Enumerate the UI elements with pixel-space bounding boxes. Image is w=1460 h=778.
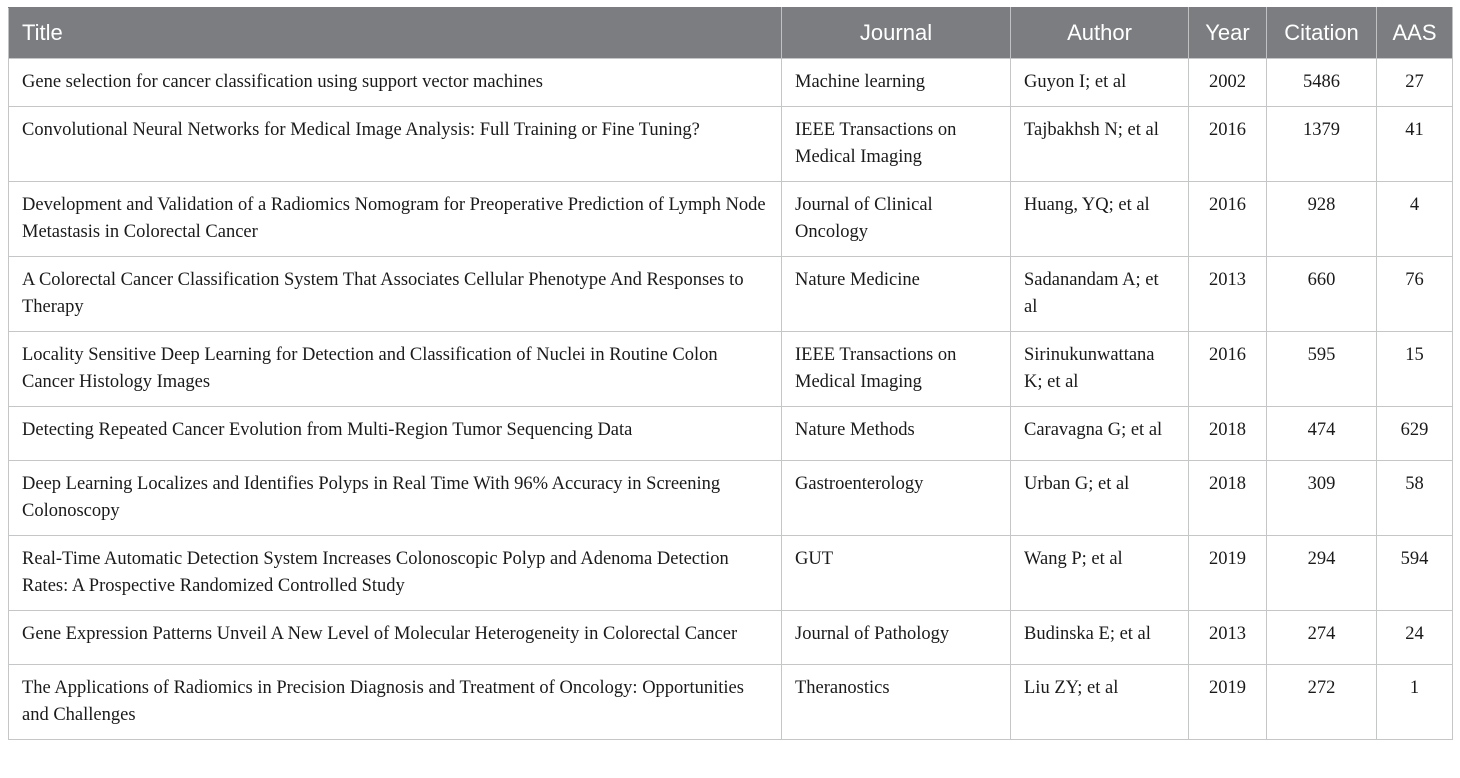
cell-citation: 309 (1267, 461, 1377, 536)
cell-aas: 594 (1377, 536, 1453, 611)
cell-title: Detecting Repeated Cancer Evolution from Multi-Region Tumor Sequencing Data (9, 407, 782, 461)
cell-author: Liu ZY; et al (1011, 665, 1189, 740)
table-row (9, 182, 1453, 257)
cell-title: The Applications of Radiomics in Precision Diagnosis and Treatment of Oncology: Opportunities and Challenges (9, 665, 782, 740)
header-aas: AAS (1377, 8, 1453, 59)
cell-journal: Journal of Pathology (782, 611, 1011, 665)
cell-title: Development and Validation of a Radiomics Nomogram for Preoperative Prediction of Lymph Node Metastasis in Colorectal Cancer (9, 182, 782, 257)
cell-journal: GUT (782, 536, 1011, 611)
table-row (9, 536, 1453, 611)
table-row (9, 461, 1453, 536)
cell-title: A Colorectal Cancer Classification System That Associates Cellular Phenotype And Responses to Therapy (9, 257, 782, 332)
table-row (9, 665, 1453, 740)
table-row (9, 332, 1453, 407)
cell-author: Caravagna G; et al (1011, 407, 1189, 461)
cell-title: Deep Learning Localizes and Identifies Polyps in Real Time With 96% Accuracy in Screening Colonoscopy (9, 461, 782, 536)
table-row (9, 107, 1453, 182)
header-author: Author (1011, 8, 1189, 59)
cell-journal: IEEE Transactions on Medical Imaging (782, 332, 1011, 407)
header-year: Year (1189, 8, 1267, 59)
cell-title: Gene selection for cancer classification using support vector machines (9, 59, 782, 107)
cell-aas: 58 (1377, 461, 1453, 536)
cell-citation: 274 (1267, 611, 1377, 665)
cell-year: 2018 (1189, 407, 1267, 461)
cell-year: 2019 (1189, 665, 1267, 740)
header-row (9, 8, 1453, 59)
cell-aas: 27 (1377, 59, 1453, 107)
table-container (8, 7, 1452, 740)
table-header (9, 8, 1453, 59)
cell-citation: 272 (1267, 665, 1377, 740)
cell-year: 2019 (1189, 536, 1267, 611)
table-row (9, 611, 1453, 665)
cell-author: Sadanandam A; et al (1011, 257, 1189, 332)
cell-citation: 595 (1267, 332, 1377, 407)
cell-citation: 928 (1267, 182, 1377, 257)
cell-citation: 474 (1267, 407, 1377, 461)
cell-aas: 41 (1377, 107, 1453, 182)
cell-journal: Journal of Clinical Oncology (782, 182, 1011, 257)
cell-year: 2013 (1189, 611, 1267, 665)
cell-citation: 660 (1267, 257, 1377, 332)
cell-title: Real-Time Automatic Detection System Increases Colonoscopic Polyp and Adenoma Detection Rates: A Prospective Randomized Controlled Study (9, 536, 782, 611)
cell-title: Gene Expression Patterns Unveil A New Level of Molecular Heterogeneity in Colorectal Cancer (9, 611, 782, 665)
cell-author: Tajbakhsh N; et al (1011, 107, 1189, 182)
table-row (9, 59, 1453, 107)
citation-table (8, 7, 1453, 740)
header-title: Title (9, 8, 782, 59)
table-row (9, 257, 1453, 332)
cell-year: 2016 (1189, 182, 1267, 257)
cell-year: 2018 (1189, 461, 1267, 536)
cell-author: Guyon I; et al (1011, 59, 1189, 107)
cell-year: 2002 (1189, 59, 1267, 107)
cell-aas: 4 (1377, 182, 1453, 257)
cell-journal: Gastroenterology (782, 461, 1011, 536)
cell-journal: IEEE Transactions on Medical Imaging (782, 107, 1011, 182)
cell-year: 2016 (1189, 107, 1267, 182)
cell-aas: 24 (1377, 611, 1453, 665)
cell-aas: 1 (1377, 665, 1453, 740)
cell-citation: 5486 (1267, 59, 1377, 107)
cell-journal: Machine learning (782, 59, 1011, 107)
cell-citation: 294 (1267, 536, 1377, 611)
cell-journal: Nature Methods (782, 407, 1011, 461)
cell-aas: 629 (1377, 407, 1453, 461)
cell-author: Huang, YQ; et al (1011, 182, 1189, 257)
cell-journal: Nature Medicine (782, 257, 1011, 332)
cell-year: 2016 (1189, 332, 1267, 407)
header-journal: Journal (782, 8, 1011, 59)
header-citation: Citation (1267, 8, 1377, 59)
cell-citation: 1379 (1267, 107, 1377, 182)
cell-year: 2013 (1189, 257, 1267, 332)
cell-aas: 76 (1377, 257, 1453, 332)
table-body (9, 59, 1453, 740)
cell-author: Budinska E; et al (1011, 611, 1189, 665)
cell-title: Convolutional Neural Networks for Medical Image Analysis: Full Training or Fine Tuning? (9, 107, 782, 182)
cell-author: Urban G; et al (1011, 461, 1189, 536)
cell-author: Wang P; et al (1011, 536, 1189, 611)
cell-journal: Theranostics (782, 665, 1011, 740)
cell-author: Sirinukunwattana K; et al (1011, 332, 1189, 407)
cell-aas: 15 (1377, 332, 1453, 407)
table-row (9, 407, 1453, 461)
cell-title: Locality Sensitive Deep Learning for Detection and Classification of Nuclei in Routine Colon Cancer Histology Images (9, 332, 782, 407)
